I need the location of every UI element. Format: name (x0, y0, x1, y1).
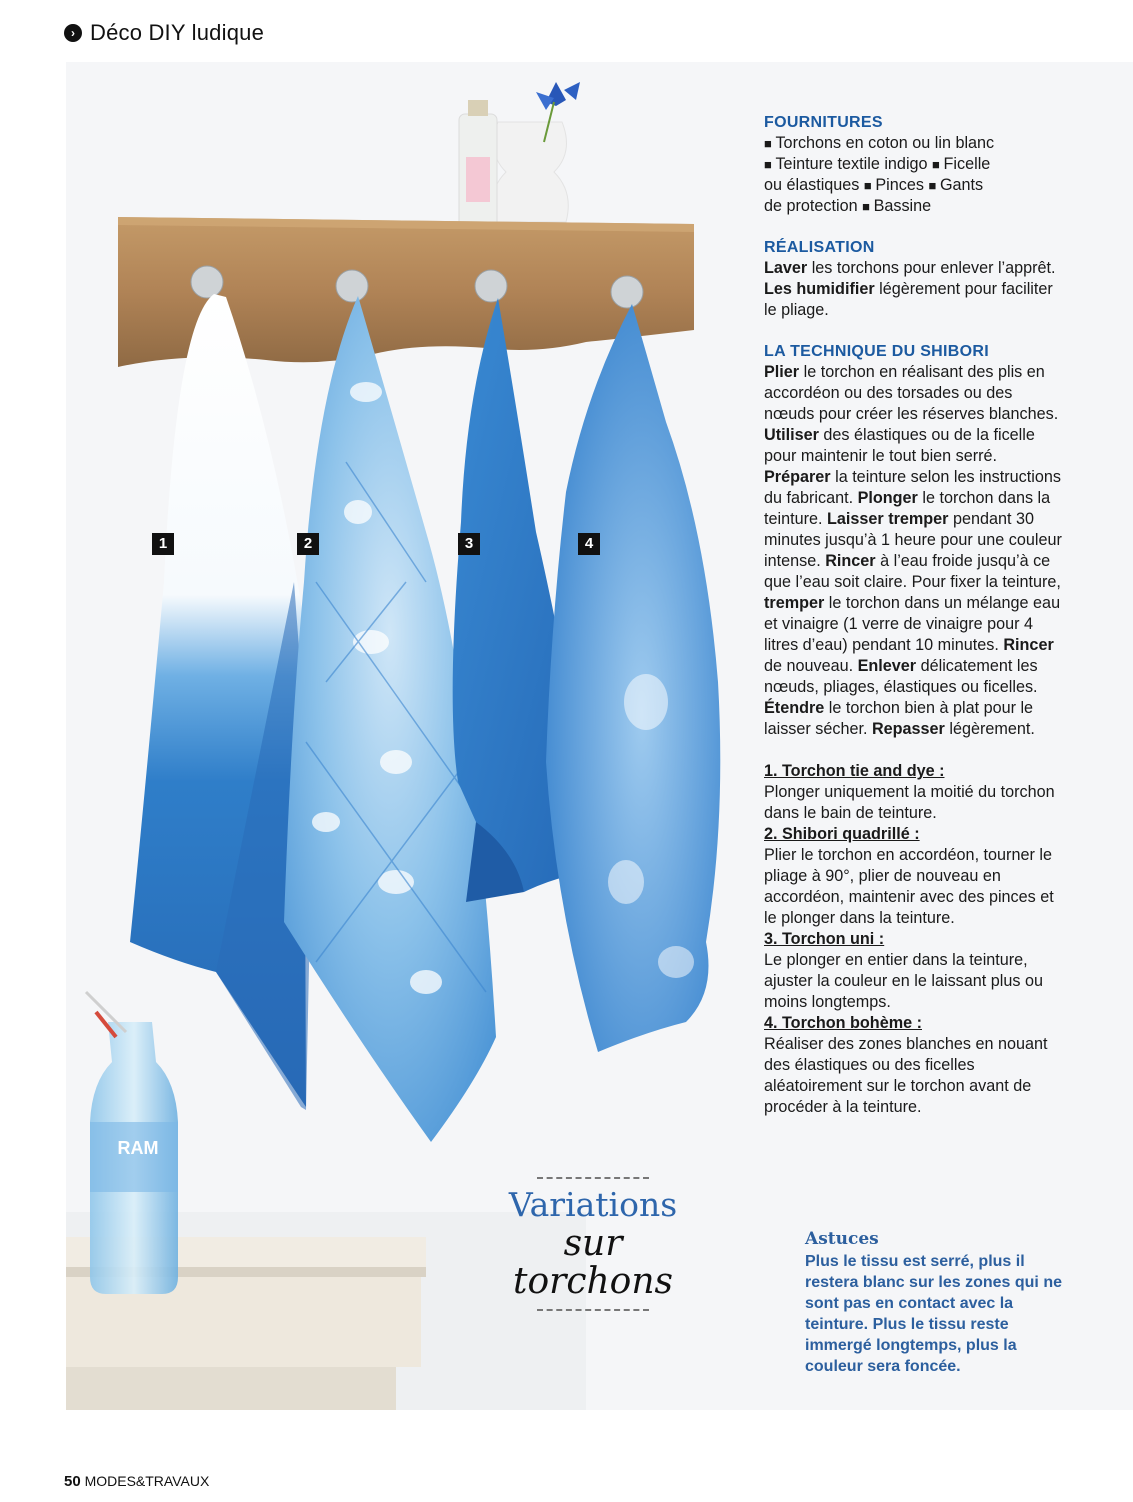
magazine-name: MODES&TRAVAUX (84, 1473, 210, 1489)
astuces-text: Plus le tissu est serré, plus il restera blanc sur les zones qui ne sont pas en contact avec la teinture. Plus le tissu reste immergé longtemps, plus la couleur sera foncée. (805, 1253, 1062, 1375)
fournitures-section (764, 113, 1064, 217)
rubric-title: Déco DIY ludique (90, 20, 265, 45)
fournitures-line: ■ Teinture textile indigo ■ Ficelle (764, 155, 991, 173)
variation-text: Plonger uniquement la moitié du torchon dans le bain de teinture. (764, 783, 1055, 822)
title-line-1: Variations (508, 1185, 678, 1224)
astuces-heading: Astuces (805, 1229, 879, 1249)
fournitures-list (764, 133, 1064, 217)
section-heading: FOURNITURES (764, 114, 883, 131)
action-verb: Laisser tremper (827, 510, 949, 528)
title-line-2: sur torchons (512, 1223, 674, 1302)
action-verb: Les humidifier (764, 280, 875, 298)
variation-text: Plier le torchon en accordéon, tourner le pliage à 90°, plier de nouveau en accordéon, maintenir avec des pinces et le plonger dans la teinture. (764, 846, 1054, 927)
action-verb: Plier (764, 363, 800, 381)
instructions-column (764, 113, 1064, 1118)
action-verb: Préparer (764, 468, 831, 486)
fournitures-line: ■ Torchons en coton ou lin blanc (764, 134, 995, 152)
towel-number-badge: 2 (297, 533, 319, 555)
action-verb: Rincer (825, 552, 876, 570)
fournitures-line: ou élastiques ■ Pinces ■ Gants (764, 176, 984, 194)
bottle-label: RAM (117, 1138, 159, 1158)
title-divider (537, 1309, 649, 1311)
variation-text: Réaliser des zones blanches en nouant des élastiques ou des ficelles aléatoirement sur le torchon avant de procéder à la teinture. (764, 1035, 1048, 1116)
variation-heading: 1. Torchon tie and dye : (764, 762, 945, 780)
towel-number-badge: 4 (578, 533, 600, 555)
chevron-right-icon: › (64, 24, 82, 42)
page-footer (64, 1473, 209, 1490)
variation-heading: 3. Torchon uni : (764, 930, 885, 948)
variation-heading: 2. Shibori quadrillé : (764, 825, 920, 843)
astuces-box (805, 1229, 1065, 1377)
action-verb: Rincer (1003, 636, 1054, 654)
action-verb: Étendre (764, 699, 825, 717)
realisation-text: Laver les torchons pour enlever l’apprêt. Les humidifier légèrement pour faciliter le pliage. (764, 259, 1056, 319)
title-divider (537, 1177, 649, 1179)
page-number: 50 (64, 1473, 81, 1490)
action-verb: Laver (764, 259, 808, 277)
action-verb: Enlever (857, 657, 917, 675)
feature-title (488, 1177, 698, 1311)
action-verb: Repasser (871, 720, 945, 738)
section-heading: LA TECHNIQUE DU SHIBORI (764, 343, 989, 360)
realisation-section (764, 238, 1064, 321)
variations-list (764, 761, 1064, 1118)
section-heading: RÉALISATION (764, 239, 875, 256)
shibori-text: Plier le torchon en réalisant des plis en accordéon ou des torsades ou des nœuds pour créer les réserves blanches. Utiliser des élastiques ou de la ficelle pour maintenir le tout bien serré. Préparer la teinture selon les instructions du fabricant. Plonger le torchon dans la teinture. Laisser tremper pendant 30 minutes jusqu’à 1 heure pour une couleur intense. Rincer à l’eau froide jusqu’à ce que l’eau soit claire. Pour fixer la teinture, tremper le torchon dans un mélange eau et vinaigre (1 verre de vinaigre pour 4 litres d’eau) pendant 10 minutes. Rincer de nouveau. Enlever délicatement les nœuds, pliages, élastiques ou ficelles. Étendre le torchon bien à plat pour le laisser sécher. Repasser légèrement. (764, 363, 1062, 738)
action-verb: Utiliser (764, 426, 819, 444)
towel-number-badge: 1 (152, 533, 174, 555)
action-verb: Plonger (857, 489, 918, 507)
action-verb: tremper (764, 594, 825, 612)
fournitures-line: de protection ■ Bassine (764, 197, 932, 215)
variation-text: Le plonger en entier dans la teinture, ajuster la couleur en le laissant plus ou moins longtemps. (764, 951, 1043, 1011)
variation-heading: 4. Torchon bohème : (764, 1014, 922, 1032)
towel-number-badge: 3 (458, 533, 480, 555)
rubric-header (64, 20, 264, 46)
shibori-section (764, 342, 1064, 740)
